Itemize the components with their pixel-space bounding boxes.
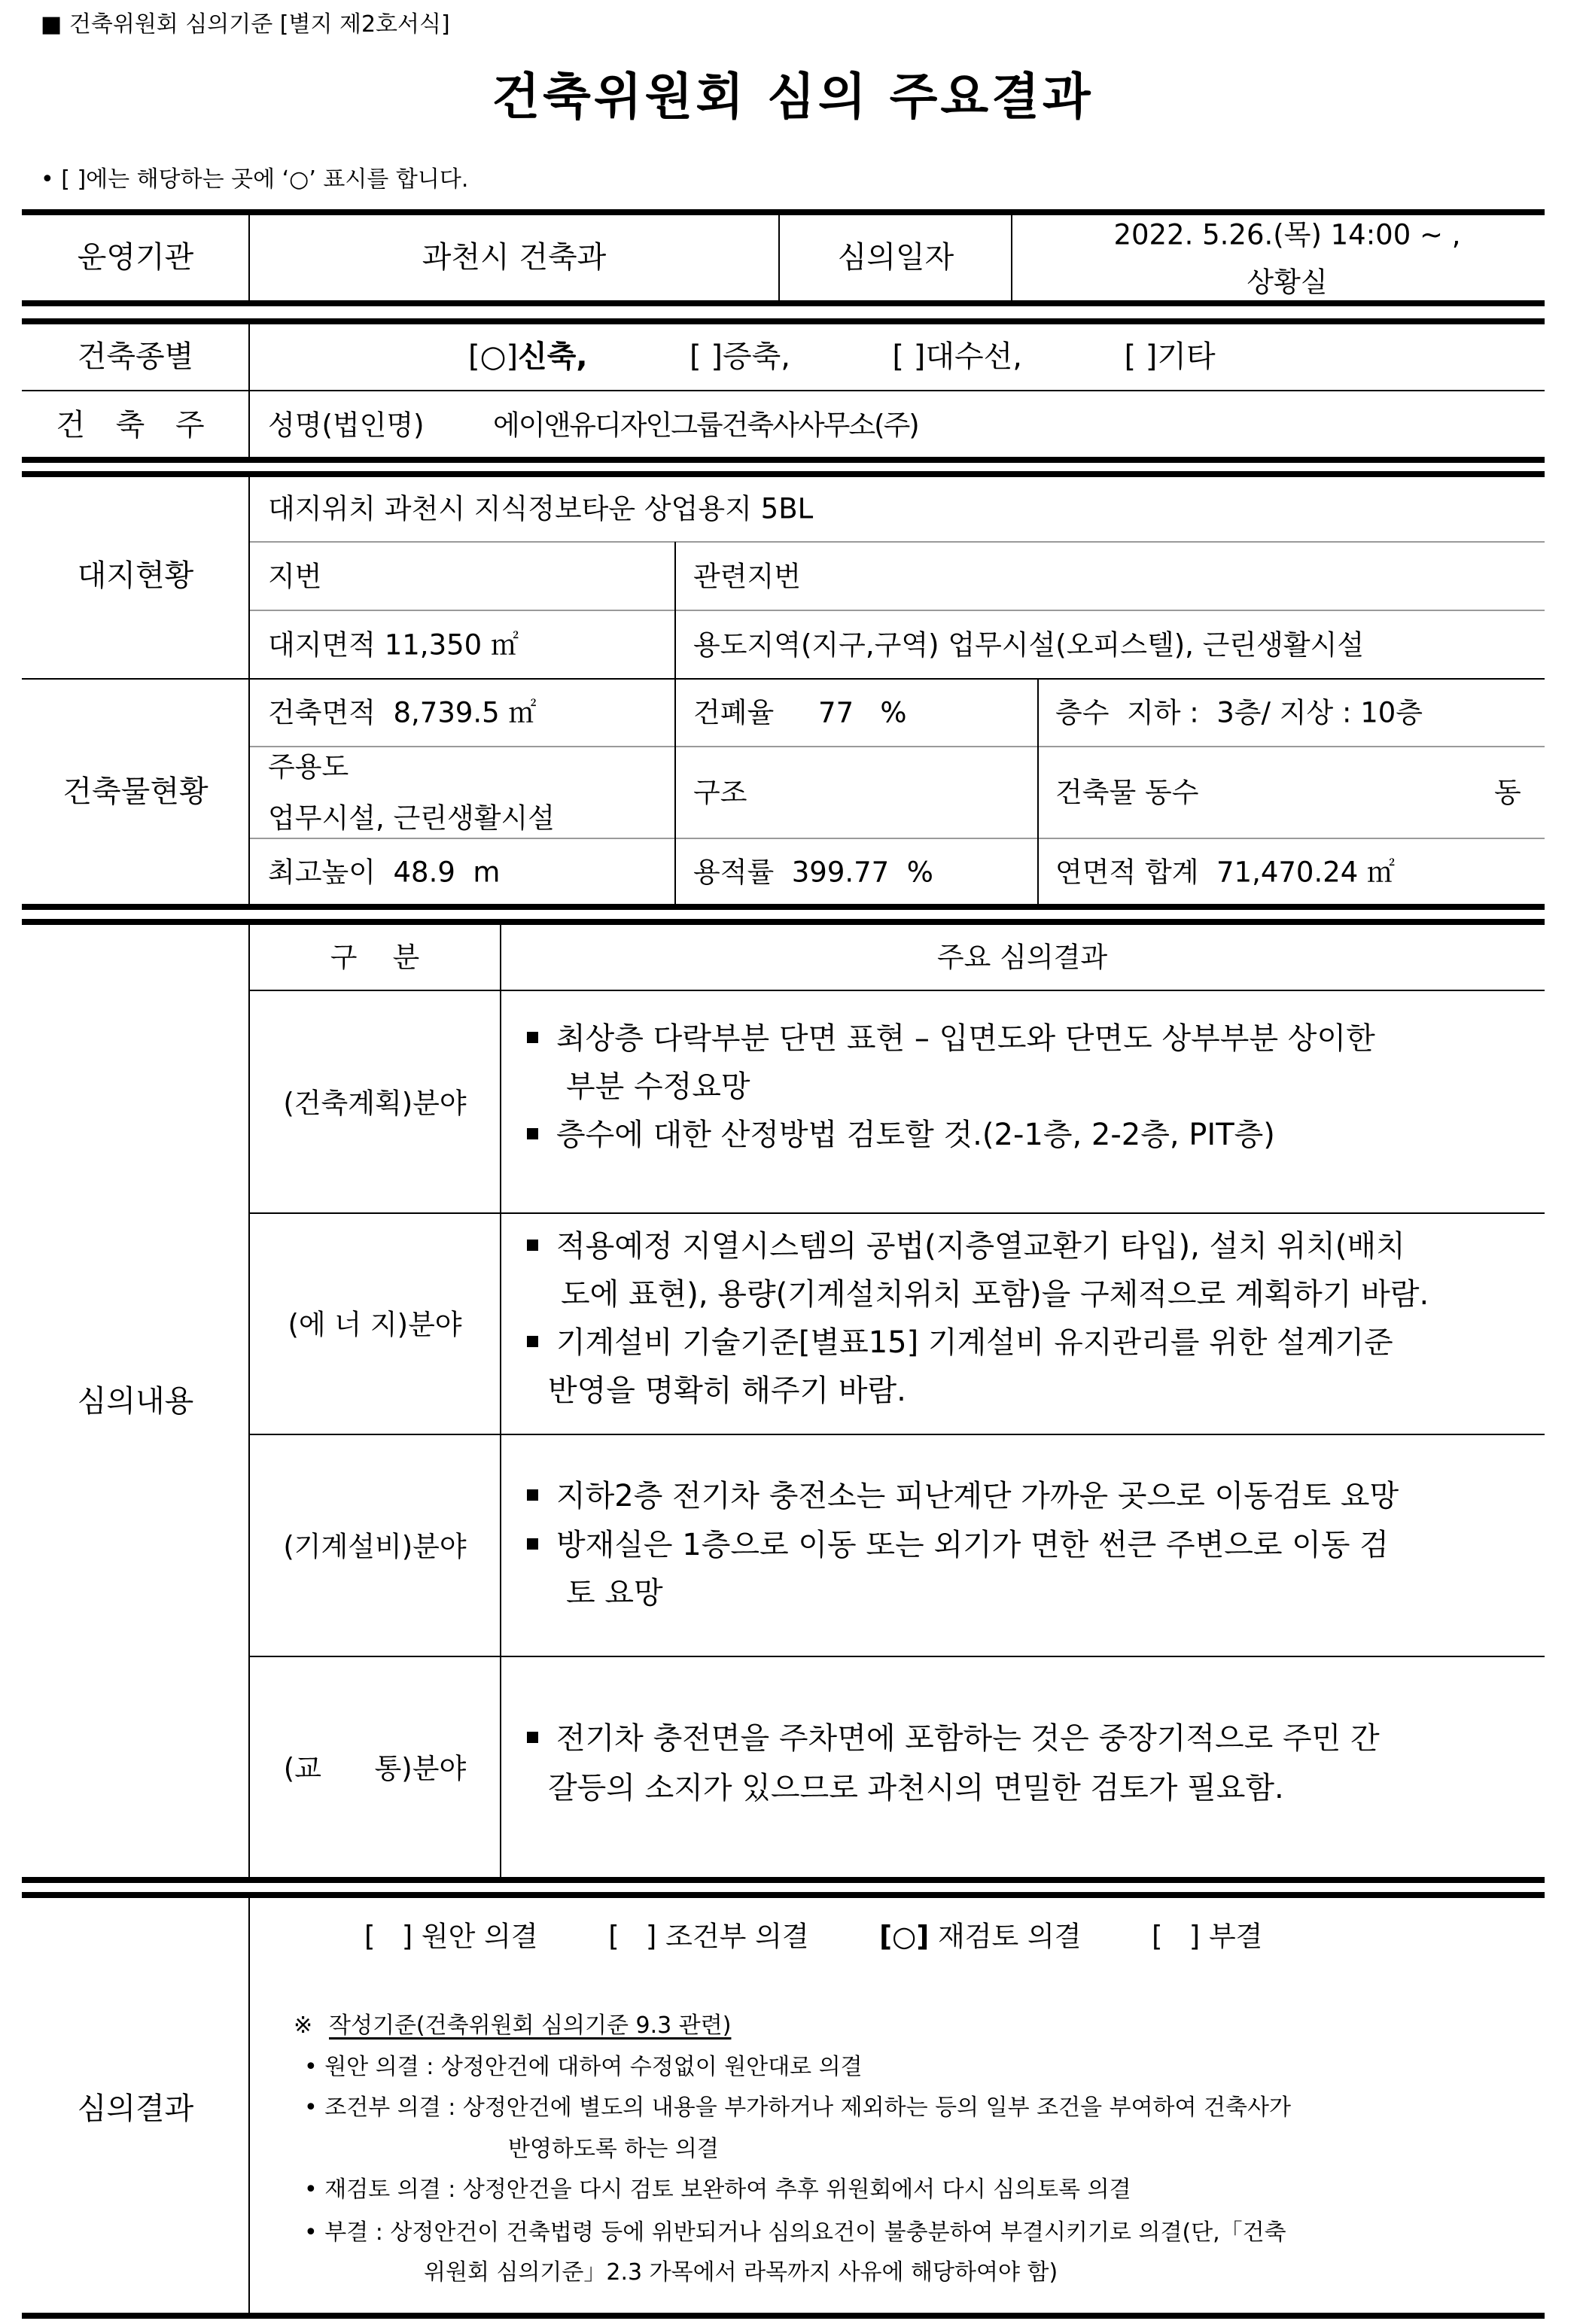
option-extension-mark[interactable]: [ ] (689, 339, 723, 374)
review-item: 최상층 다락부분 단면 표현 – 입면도와 단면도 상부부분 상이한 (527, 1024, 1375, 1054)
criteria-item-continuation: 위원회 심의기준」2.3 가목에서 라목까지 사유에 해당하여야 함) (424, 2259, 1058, 2286)
review-item-continuation: 반영을 명확히 해주기 바람. (548, 1373, 906, 1408)
site-related-lot: 관련지번 (693, 560, 801, 593)
review-item: 방재실은 1층으로 이동 또는 외기가 면한 썬큰 주변으로 이동 검 (527, 1530, 1389, 1560)
venue-value: 상황실 (1247, 266, 1328, 299)
main-use-value: 업무시설, 근린생활시설 (268, 802, 555, 835)
building-label: 건축물현황 (62, 774, 209, 809)
square-bullet-icon (527, 1336, 538, 1347)
verdict-options (364, 1920, 1263, 1953)
criteria-item: • 원안 의결 : 상정안건에 대하여 수정없이 원안대로 의결 (304, 2054, 863, 2080)
building-max-height: 최고높이 48.9 m (268, 856, 501, 889)
verdict-rereview-label: 재검토 의결 (938, 1920, 1082, 1953)
category-traffic: (교 통)분야 (283, 1752, 467, 1785)
site-location: 대지위치 과천시 지식정보타운 상업용지 5BL (268, 492, 814, 525)
building-far: 용적률 399.77 % (693, 856, 933, 889)
square-bullet-icon (527, 1128, 538, 1139)
option-major-repair-label: 대수선, (925, 339, 1022, 374)
owner-name-label: 성명(법인명) (268, 409, 425, 442)
form-reference-label: ■ 건축위원회 심의기준 [별지 제2호서식] (41, 11, 450, 38)
review-item: 적용예정 지열시스템의 공법(지층열교환기 타입), 설치 위치(배치 (527, 1231, 1405, 1261)
org-label: 운영기관 (77, 240, 194, 275)
review-item: 층수에 대한 산정방법 검토할 것.(2-1층, 2-2층, PIT층) (527, 1120, 1275, 1150)
criteria-item: • 부결 : 상정안건이 건축법령 등에 위반되거나 심의요건이 불충분하여 부결시키기로 의결(단,「건축 (304, 2219, 1286, 2246)
owner-name-value: 에이앤유디자인그룹건축사사무소(주) (493, 409, 918, 442)
org-value: 과천시 건축과 (422, 240, 607, 275)
site-area: 대지면적 11,350 ㎡ (268, 628, 519, 662)
review-item-continuation: 토 요망 (566, 1576, 663, 1611)
option-new-mark[interactable]: [○] (468, 339, 519, 374)
instruction-note: • [ ]에는 해당하는 곳에 ‘○’ 표시를 합니다. (41, 166, 469, 193)
site-label: 대지현황 (77, 558, 194, 593)
page-title: 건축위원회 심의 주요결과 (492, 68, 1094, 126)
square-bullet-icon (527, 1538, 538, 1550)
criteria-mark-icon: ※ (294, 2012, 313, 2039)
verdict-original-label: 원안 의결 (421, 1920, 538, 1953)
criteria-title: 작성기준(건축위원회 심의기준 9.3 관련) (329, 2012, 732, 2039)
verdict-rereview-mark[interactable]: [○] (879, 1920, 930, 1953)
review-item: 전기차 충전면을 주차면에 포함하는 것은 중장기적으로 주민 간 (527, 1723, 1380, 1754)
col-category-header: 구 분 (330, 941, 420, 974)
building-area: 건축면적 8,739.5 ㎡ (268, 696, 537, 729)
site-zoning: 용도지역(지구,구역) 업무시설(오피스텔), 근린생활시설 (693, 628, 1365, 662)
option-new-label: 신축, (518, 339, 588, 374)
building-coverage: 건폐율 77 % (693, 696, 907, 729)
verdict-conditional-mark[interactable]: [ ] (608, 1920, 657, 1953)
building-total-floor-area: 연면적 합계 71,470.24 ㎡ (1055, 856, 1396, 889)
review-item: 기계설비 기술기준[별표15] 기계설비 유지관리를 위한 설계기준 (527, 1328, 1393, 1358)
verdict-rejected-mark[interactable]: [ ] (1152, 1920, 1201, 1953)
square-bullet-icon (527, 1032, 538, 1043)
owner-label: 건 축 주 (56, 408, 215, 443)
site-lot: 지번 (268, 560, 322, 593)
building-count-label: 건축물 동수 (1055, 776, 1199, 809)
option-other-label: 기타 (1157, 339, 1216, 374)
verdict-original-mark[interactable]: [ ] (364, 1920, 413, 1953)
review-label: 심의내용 (77, 1384, 194, 1419)
criteria-item: • 재검토 의결 : 상정안건을 다시 검토 보완하여 추후 위원회에서 다시 심의토록 의결 (304, 2176, 1131, 2203)
building-floors: 층수 지하 : 3층/ 지상 : 10층 (1055, 696, 1423, 729)
category-energy: (에 너 지)분야 (288, 1308, 462, 1341)
date-label: 심의일자 (837, 240, 954, 275)
square-bullet-icon (527, 1489, 538, 1501)
criteria-item-continuation: 반영하도록 하는 의결 (508, 2136, 719, 2162)
option-extension-label: 증축, (722, 339, 790, 374)
result-label: 심의결과 (77, 2091, 194, 2126)
category-architecture: (건축계획)분야 (283, 1087, 467, 1120)
main-use-label: 주용도 (268, 750, 349, 783)
review-item-continuation: 도에 표현), 용량(기계설치위치 포함)을 구체적으로 계획하기 바람. (561, 1277, 1429, 1312)
square-bullet-icon (527, 1240, 538, 1251)
building-count-unit: 동 (1494, 776, 1521, 809)
criteria-item: • 조건부 의결 : 상정안건에 별도의 내용을 부가하거나 제외하는 등의 일부 조건을 부여하여 건축사가 (304, 2094, 1291, 2121)
col-result-header: 주요 심의결과 (936, 941, 1108, 974)
building-type-options (468, 339, 1216, 374)
square-bullet-icon (527, 1732, 538, 1743)
review-item-continuation: 갈등의 소지가 있으므로 과천시의 면밀한 검토가 필요함. (548, 1771, 1284, 1805)
building-structure: 구조 (693, 776, 747, 809)
review-item: 지하2층 전기차 충전소는 피난계단 가까운 곳으로 이동검토 요망 (527, 1481, 1399, 1511)
building-type-label: 건축종별 (77, 339, 194, 374)
verdict-conditional-label: 조건부 의결 (665, 1920, 809, 1953)
review-item-continuation: 부분 수정요망 (566, 1069, 750, 1104)
option-major-repair-mark[interactable]: [ ] (892, 339, 926, 374)
date-value: 2022. 5.26.(목) 14:00 ~ , (1113, 218, 1461, 251)
verdict-rejected-label: 부결 (1208, 1920, 1263, 1953)
option-other-mark[interactable]: [ ] (1124, 339, 1158, 374)
category-mechanical: (기계설비)분야 (283, 1530, 467, 1563)
